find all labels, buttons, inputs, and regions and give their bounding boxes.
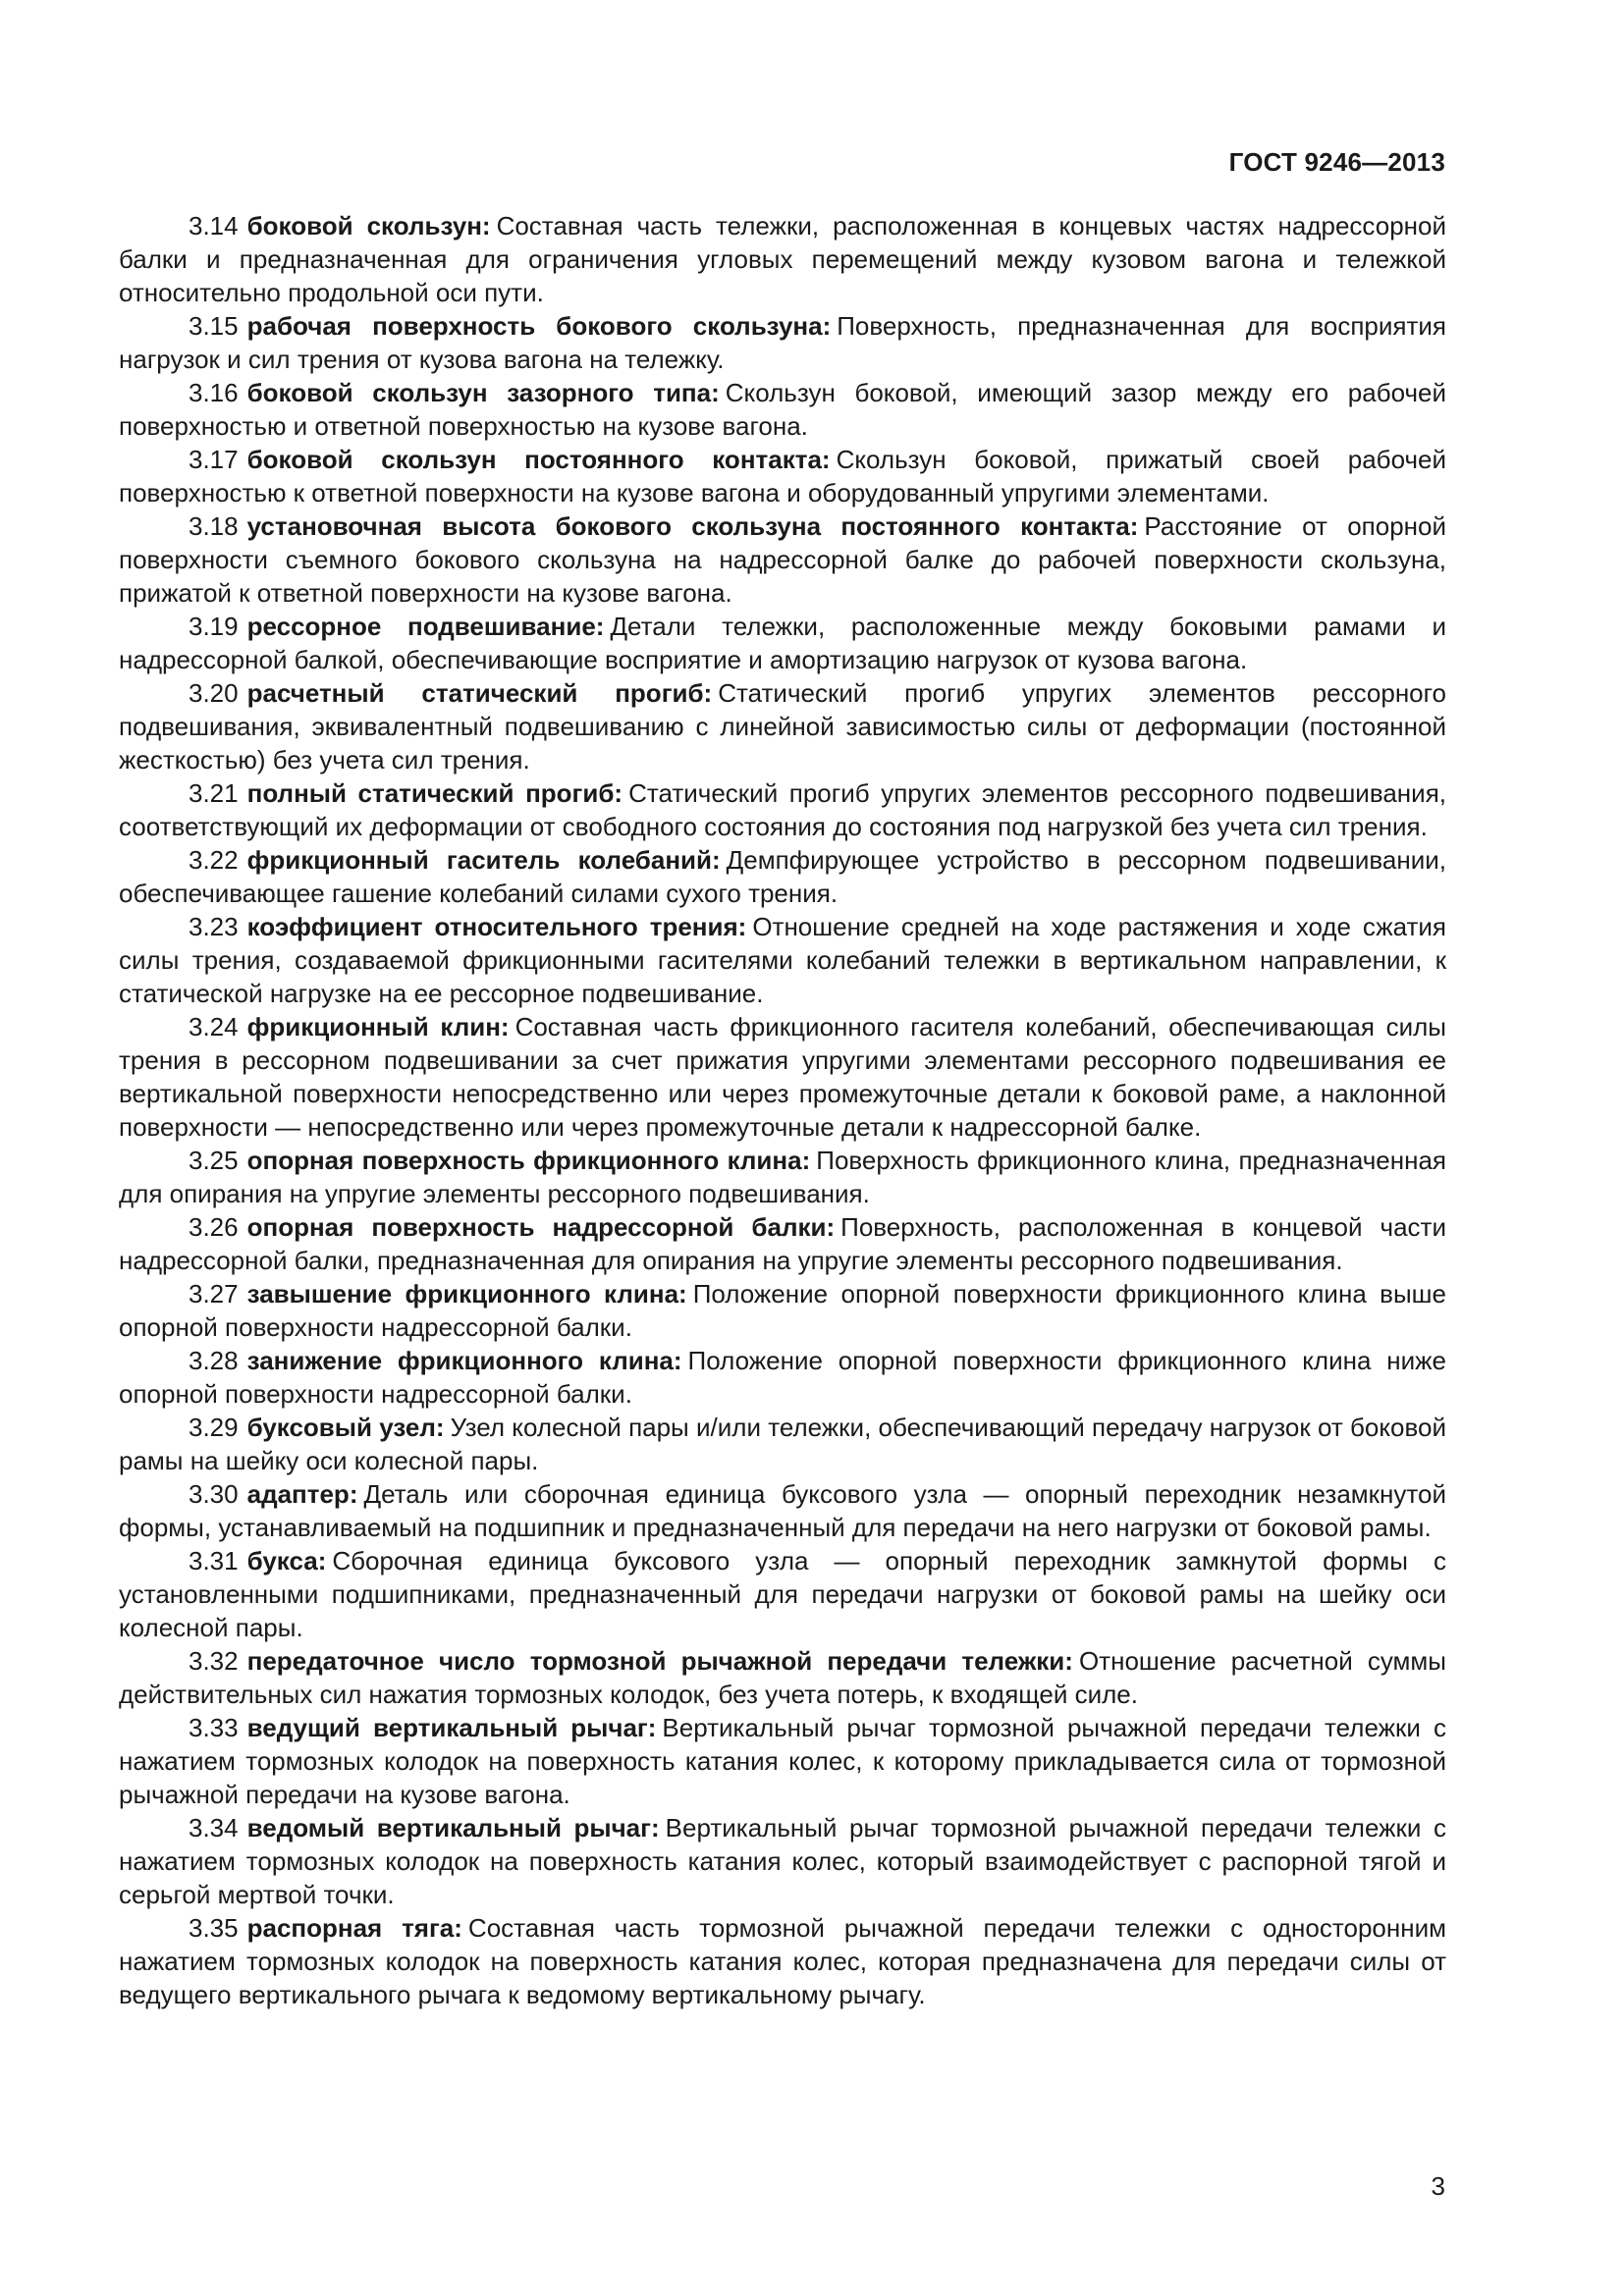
term-text: Статический прогиб упругих элементов рессорного подвешивания, эквивалентный подвешиванию с линейной зависимостью силы от деформации (постоянной жесткостью) без учета сил трения. (119, 678, 1447, 774)
term-text: Поверхность, расположенная в концевой части надрессорной балки, предназначенная для опирания на упругие элементы рессорного подвешивания. (119, 1212, 1446, 1275)
term-definition (119, 509, 1446, 610)
term-definition (119, 1911, 1446, 2011)
term-definition (119, 1811, 1446, 1911)
term-name: полный статический прогиб: (246, 778, 623, 808)
term-name: ведомый вертикальный рычаг: (246, 1813, 660, 1842)
term-definition (119, 443, 1446, 509)
term-definition (119, 1210, 1446, 1277)
term-number: 3.16 (189, 378, 239, 407)
term-name: адаптер: (246, 1479, 358, 1509)
term-name: рессорное подвешивание: (246, 612, 605, 641)
term-number: 3.23 (189, 912, 239, 941)
term-text: Деталь или сборочная единица буксового узла — опорный переходник незамкнутой формы, устанавливаемый на подшипник и предназначенный для передачи на него нагрузки от боковой рамы. (119, 1479, 1446, 1542)
term-number: 3.28 (189, 1346, 239, 1375)
term-name: боковой скользун зазорного типа: (246, 378, 720, 407)
term-text: Положение опорной поверхности фрикционного клина выше опорной поверхности надрессорной балки. (119, 1279, 1446, 1342)
term-text: Сборочная единица буксового узла — опорный переходник замкнутой формы с установленными подшипниками, предназначенный для передачи нагрузки от боковой рамы на шейку оси колесной пары. (119, 1546, 1446, 1642)
term-number: 3.24 (189, 1012, 239, 1041)
term-text: Скользун боковой, имеющий зазор между его рабочей поверхностью и ответной поверхностью на кузове вагона. (119, 378, 1447, 441)
term-definition (119, 1144, 1446, 1210)
term-name: фрикционный клин: (246, 1012, 510, 1041)
term-number: 3.31 (189, 1546, 239, 1575)
term-number: 3.19 (189, 612, 239, 641)
term-text: Статический прогиб упругих элементов рессорного подвешивания, соответствующий их деформации от свободного состояния до состояния под нагрузкой без учета сил трения. (119, 778, 1446, 841)
term-name: буксовый узел: (246, 1413, 445, 1442)
term-number: 3.15 (189, 311, 239, 341)
term-definition (119, 1277, 1446, 1344)
term-text: Составная часть фрикционного гасителя колебаний, обеспечивающая силы трения в рессорном подвешивании за счет прижатия упругими элементами рессорного подвешивания ее вертикальной поверхности непосредственно или через промежуточные детали к боковой раме, а наклонной поверхности — непосредственно или через промежуточные детали к надрессорной балке. (119, 1012, 1446, 1142)
term-name: распорная тяга: (246, 1913, 462, 1943)
term-number: 3.35 (189, 1913, 239, 1943)
term-number: 3.25 (189, 1146, 239, 1175)
term-text: Вертикальный рычаг тормозной рычажной передачи тележки с нажатием тормозных колодок на поверхность катания колес, который взаимодействует с распорной тягой и серьгой мертвой точки. (119, 1813, 1446, 1909)
term-number: 3.14 (189, 211, 239, 240)
term-text: Поверхность фрикционного клина, предназначенная для опирания на упругие элементы рессорного подвешивания. (119, 1146, 1447, 1208)
term-number: 3.29 (189, 1413, 239, 1442)
term-definition (119, 1411, 1446, 1477)
term-name: рабочая поверхность бокового скользуна: (246, 311, 832, 341)
term-name: коэффициент относительного трения: (246, 912, 747, 941)
term-definition (119, 676, 1446, 776)
term-number: 3.17 (189, 445, 239, 474)
term-name: передаточное число тормозной рычажной передачи тележки: (246, 1646, 1073, 1676)
term-definition (119, 843, 1446, 910)
term-definition (119, 1344, 1446, 1411)
term-text: Демпфирующее устройство в рессорном подвешивании, обеспечивающее гашение колебаний силами сухого трения. (119, 845, 1446, 908)
term-name: завышение фрикционного клина: (246, 1279, 687, 1308)
term-text: Составная часть тормозной рычажной передачи тележки с односторонним нажатием тормозных колодок на поверхность катания колес, которая предназначена для передачи силы от ведущего вертикального рычага к ведомому вертикальному рычагу. (119, 1913, 1446, 2009)
term-text: Скользун боковой, прижатый своей рабочей поверхностью к ответной поверхности на кузове вагона и оборудованный упругими элементами. (119, 445, 1446, 507)
term-definition (119, 209, 1446, 309)
term-definition (119, 776, 1446, 843)
term-name: букса: (246, 1546, 327, 1575)
term-number: 3.21 (189, 778, 239, 808)
term-name: расчетный статический прогиб: (246, 678, 713, 708)
term-definition (119, 1544, 1446, 1644)
term-number: 3.20 (189, 678, 239, 708)
term-number: 3.30 (189, 1479, 239, 1509)
term-name: фрикционный гаситель колебаний: (246, 845, 721, 875)
term-text: Расстояние от опорной поверхности съемного бокового скользуна на надрессорной балке до рабочей поверхности скользуна, прижатой к ответной поверхности на кузове вагона. (119, 511, 1446, 608)
term-text: Составная часть тележки, расположенная в концевых частях надрессорной балки и предназначенная для ограничения угловых перемещений между кузовом вагона и тележкой относительно продольной оси пути. (119, 211, 1446, 307)
term-text: Узел колесной пары и/или тележки, обеспечивающий передачу нагрузок от боковой рамы на шейку оси колесной пары. (119, 1413, 1446, 1475)
term-name: ведущий вертикальный рычаг: (246, 1713, 657, 1742)
term-name: установочная высота бокового скользуна постоянного контакта: (246, 511, 1139, 541)
term-name: опорная поверхность фрикционного клина: (246, 1146, 811, 1175)
term-number: 3.26 (189, 1212, 239, 1242)
term-name: боковой скользун: (246, 211, 491, 240)
term-name: опорная поверхность надрессорной балки: (246, 1212, 836, 1242)
term-text: Положение опорной поверхности фрикционного клина ниже опорной поверхности надрессорной балки. (119, 1346, 1446, 1409)
term-number: 3.32 (189, 1646, 239, 1676)
term-definition (119, 610, 1446, 676)
term-name: боковой скользун постоянного контакта: (246, 445, 831, 474)
term-text: Вертикальный рычаг тормозной рычажной передачи тележки с нажатием тормозных колодок на поверхность катания колес, к которому прикладывается сила от тормозной рычажной передачи на кузове вагона. (119, 1713, 1446, 1809)
term-number: 3.27 (189, 1279, 239, 1308)
term-number: 3.33 (189, 1713, 239, 1742)
term-name: занижение фрикционного клина: (246, 1346, 682, 1375)
term-text: Детали тележки, расположенные между боковыми рамами и надрессорной балкой, обеспечивающие восприятие и амортизацию нагрузок от кузова вагона. (119, 612, 1446, 674)
terms-section (119, 209, 1446, 2011)
term-number: 3.18 (189, 511, 239, 541)
term-definition (119, 910, 1446, 1010)
term-text: Отношение средней на ходе растяжения и ходе сжатия силы трения, создаваемой фрикционными гасителями колебаний тележки в вертикальном направлении, к статической нагрузке на ее рессорное подвешивание. (119, 912, 1446, 1008)
term-text: Поверхность, предназначенная для восприятия нагрузок и сил трения от кузова вагона на тележку. (119, 311, 1446, 374)
term-definition (119, 1644, 1446, 1711)
term-definition (119, 376, 1446, 443)
term-text: Отношение расчетной суммы действительных сил нажатия тормозных колодок, без учета потерь, к входящей силе. (119, 1646, 1446, 1709)
term-number: 3.22 (189, 845, 239, 875)
term-number: 3.34 (189, 1813, 239, 1842)
term-definition (119, 309, 1446, 376)
term-definition (119, 1711, 1446, 1811)
standard-code: ГОСТ 9246—2013 (1228, 147, 1445, 177)
term-definition (119, 1477, 1446, 1544)
term-definition (119, 1010, 1446, 1144)
page-number: 3 (1431, 2171, 1445, 2201)
